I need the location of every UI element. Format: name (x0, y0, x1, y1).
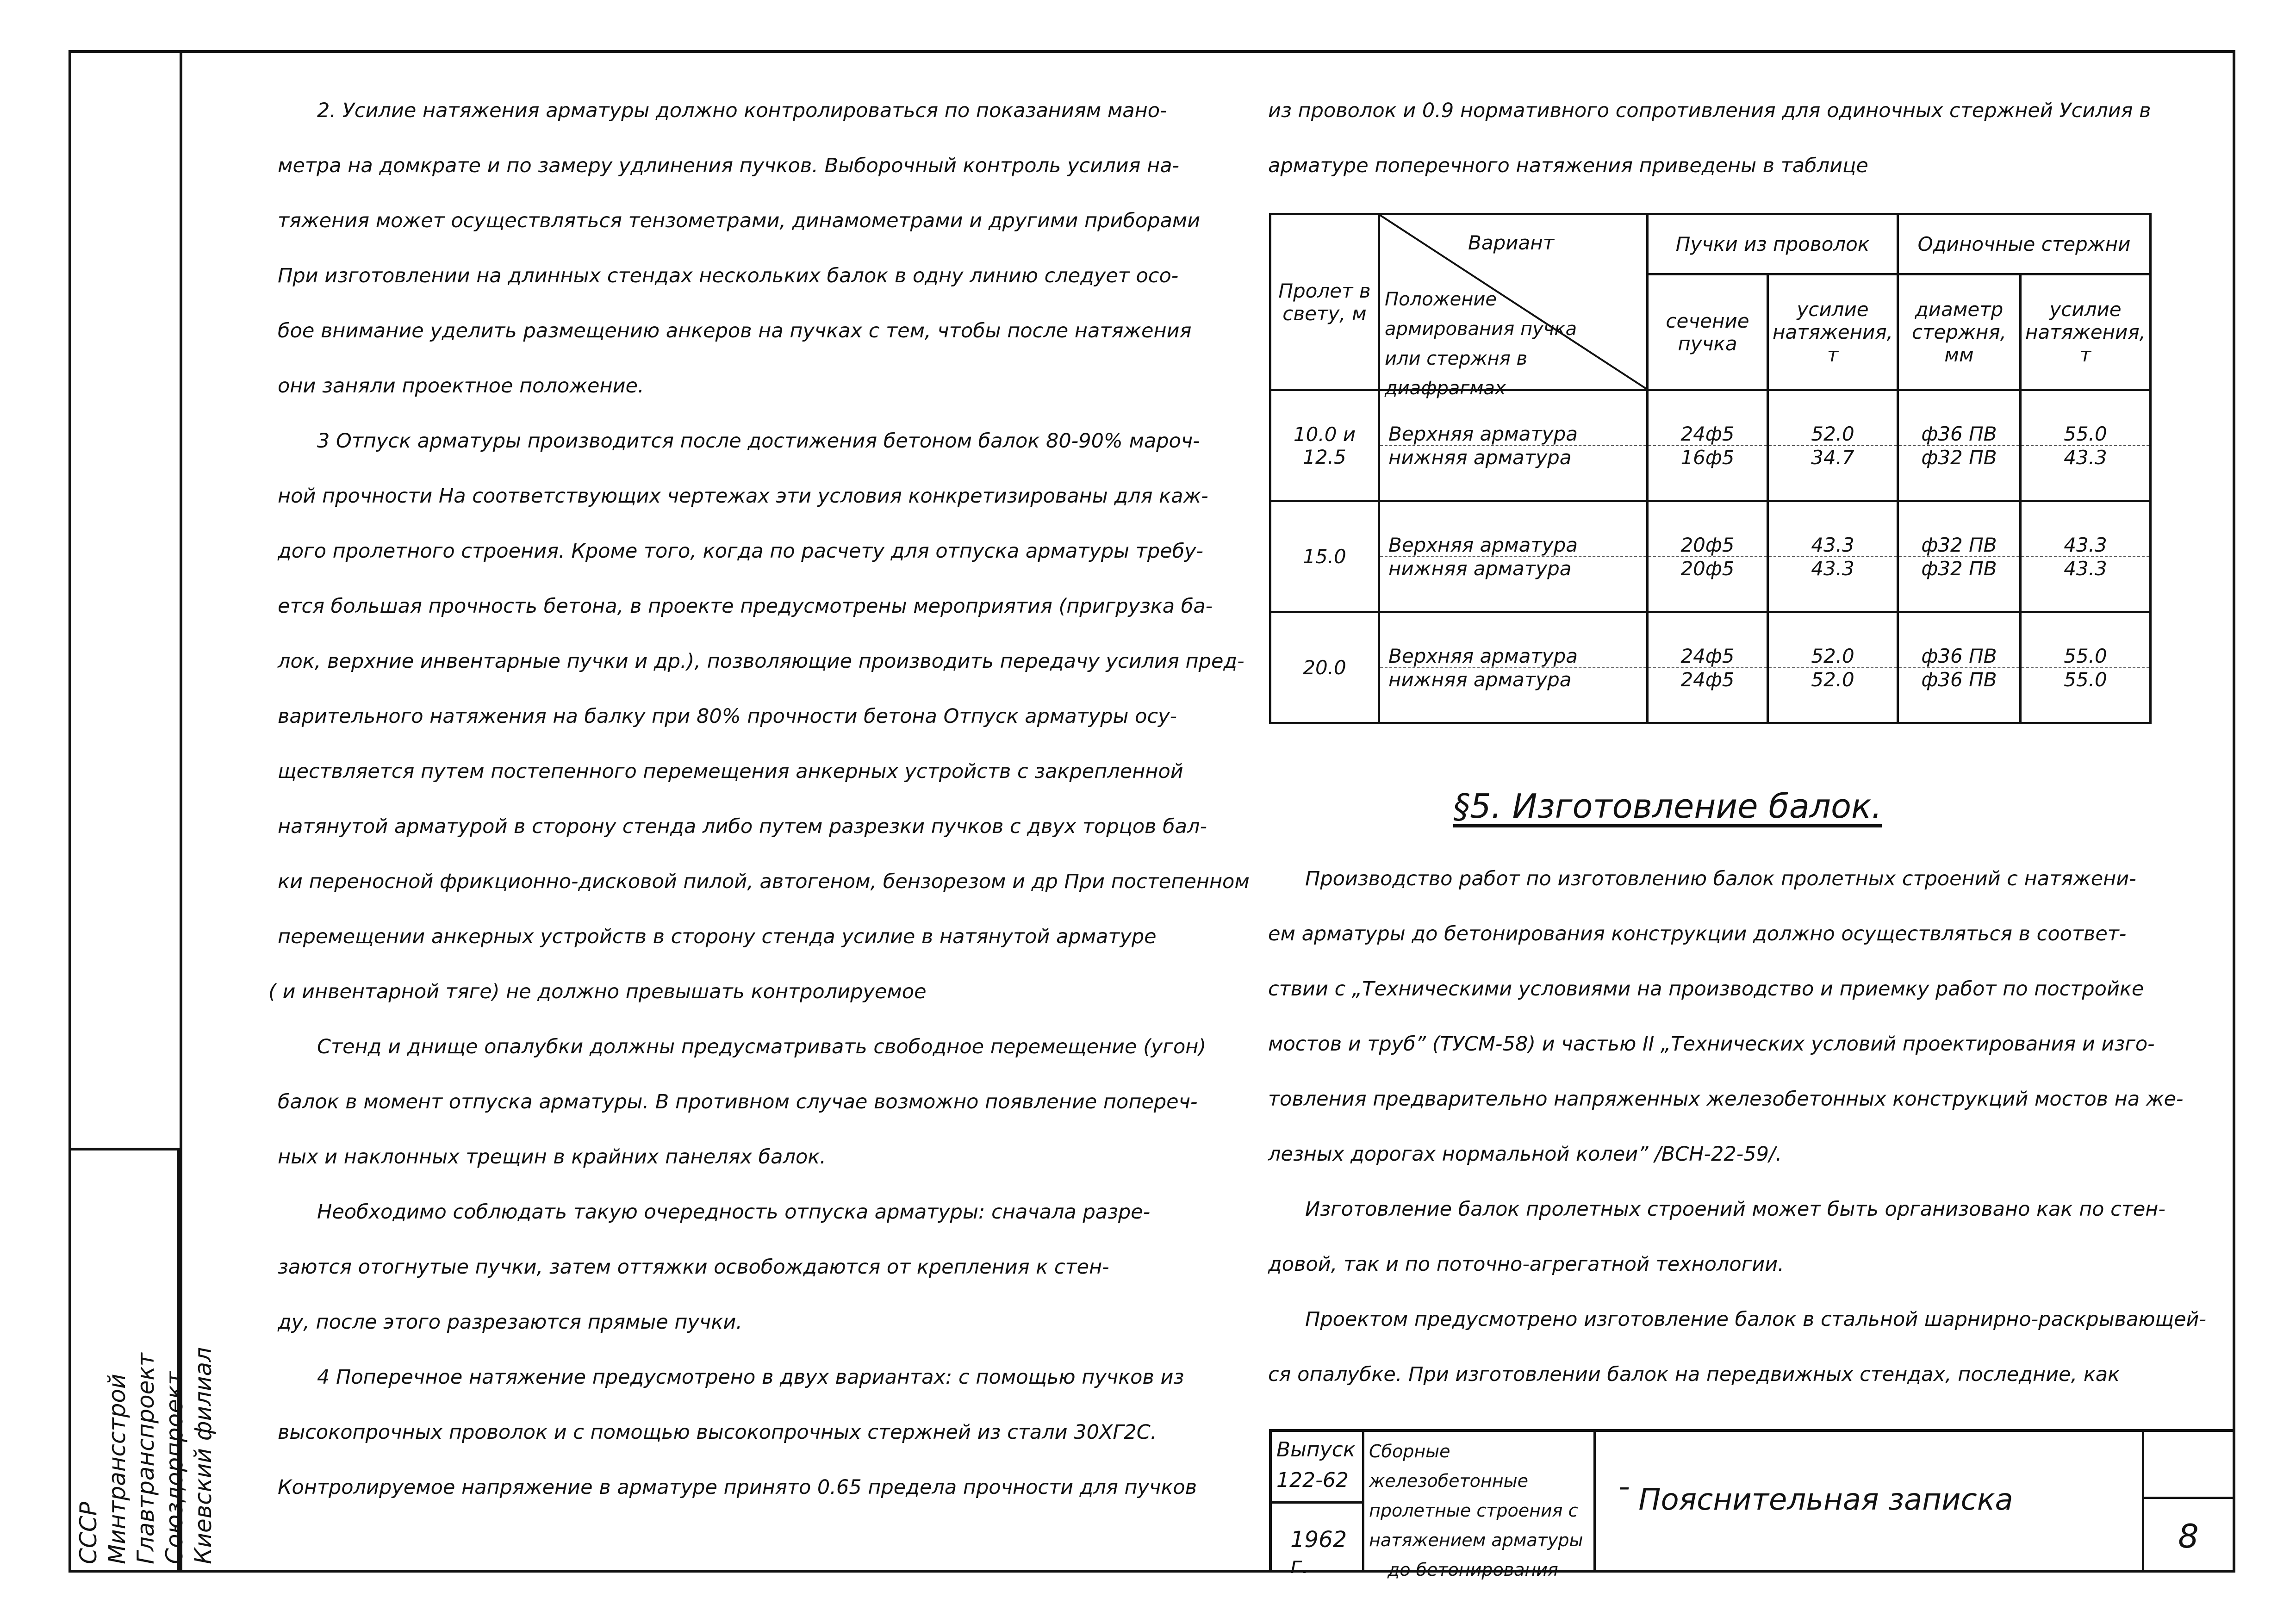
sheet-number: 8 (2178, 1517, 2199, 1555)
text-line: лезных дорогах нормальной колеи” /ВСН-22-59/. (1268, 1143, 1782, 1166)
title-block (1269, 1429, 2235, 1580)
rod-force-top: 55.0 (2064, 644, 2107, 667)
right-intro (1268, 83, 2175, 193)
section-top: 20ф5 (1680, 533, 1735, 556)
section-bottom: 20ф5 (1649, 556, 1767, 580)
rod-force-bottom: 43.3 (2022, 445, 2149, 469)
rod-force-top: 55.0 (2064, 422, 2107, 445)
series-line: пролетные строения с (1369, 1500, 1578, 1521)
text-line: мостов и труб” (ТУСМ-58) и частью II „Технических условий проектирования и изго- (1268, 1032, 2155, 1056)
rod-force-top: 43.3 (2064, 533, 2107, 556)
org-line: Киевский филиал (190, 1347, 217, 1564)
text-line: При изготовлении на длинных стендах нескольких балок в одну линию следует осо- (278, 264, 1179, 287)
text-line: Проектом предусмотрено изготовление балок в стальной шарнирно-раскрывающей- (1305, 1308, 2206, 1331)
text-line: 3 Отпуск арматуры производится после достижения бетоном балок 80-90% марoч- (317, 429, 1200, 453)
issue-cell (1272, 1432, 1364, 1504)
text-line: заются отогнутые пучки, затем оттяжки освобождаются от крепления к стен- (278, 1256, 1109, 1279)
diameter-bottom: ф36 ПВ (1899, 667, 2019, 691)
year: 1962 г. (1290, 1527, 1347, 1579)
section-top: 24ф5 (1680, 422, 1735, 445)
header-diameter: диаметр стержня, мм (1898, 274, 2020, 390)
title-cell (1596, 1432, 2144, 1570)
table-row (1270, 612, 2151, 723)
rod-force-bottom: 55.0 (2022, 667, 2149, 691)
span-cell: 15.0 (1270, 501, 1379, 612)
force-bottom: 52.0 (1769, 667, 1897, 691)
section-top: 24ф5 (1680, 644, 1735, 667)
text-line: Стенд и днище опалубки должны предусматривать свободное перемещение (угон) (317, 1035, 1207, 1058)
section-heading: §5. Изготовление балок. (1453, 787, 1882, 826)
header-section: сечение пучка (1648, 274, 1768, 390)
header-rods: Одиночные стержни (1898, 214, 2150, 274)
text-line: натянутой арматурой в сторону стенда либо путем разрезки пучков с двух торцов бал- (278, 815, 1207, 838)
sheet-cell-top (2144, 1432, 2233, 1499)
series-line: натяжением арматуры (1369, 1530, 1583, 1550)
text-line: тяжения может осуществляться тензометрами, динамометрами и другими приборами (278, 209, 1201, 232)
text-line: высокопрочных проволок и с помощью высокопрочных стержней из стали 30ХГ2С. (278, 1421, 1157, 1444)
text-line: из проволок и 0.9 нормативного сопротивления для одиночных стержней Усилия в (1268, 99, 2151, 122)
diameter-bottom: ф32 ПВ (1899, 556, 2019, 580)
section-bottom: 24ф5 (1649, 667, 1767, 691)
table-row (1270, 501, 2151, 612)
text-line: ки переносной фрикционно-дисковой пилой, автогеном, бензорезом и др При постепенном (278, 870, 1250, 893)
force-top: 52.0 (1811, 422, 1854, 445)
right-text-column (1268, 852, 2206, 1402)
table-row (1270, 390, 2151, 501)
issue-number: 122-62 (1276, 1468, 1349, 1492)
org-line: Минтрансстрой (104, 1374, 131, 1564)
text-line: Необходимо соблюдать такую очередность отпуска арматуры: сначала разре- (317, 1200, 1151, 1224)
position-label: Положение армирования пучка или стержня в диафрагмах (1385, 289, 1577, 399)
organization-names (74, 1347, 218, 1564)
year-cell (1272, 1504, 1364, 1579)
header-force-bundles: усилие натяжения, т (1768, 274, 1898, 390)
text-line: ем арматуры до бетонирования конструкции должно осуществляться в соответ- (1268, 922, 2127, 945)
diameter-top: ф36 ПВ (1921, 422, 1997, 445)
series-line: Сборные железобетонные (1369, 1441, 1529, 1491)
text-line: ся опалубке. При изготовлении балок на передвижных стендах, последние, как (1268, 1363, 2120, 1386)
header-bundles: Пучки из проволок (1648, 214, 1898, 274)
org-line: Союздорпроект (161, 1371, 188, 1564)
header-force-rods: усилие натяжения, т (2020, 274, 2150, 390)
force-top: 43.3 (1811, 533, 1854, 556)
text-line: довой, так и по поточно-агрегатной технологии. (1268, 1253, 1784, 1276)
dash-mark: ˉ (1614, 1483, 1639, 1517)
binding-margin-line (180, 50, 182, 1573)
text-line: ( и инвентарной тяге) не должно превышать контролируемое (268, 980, 927, 1003)
issue-label: Выпуск (1276, 1438, 1356, 1461)
text-line: Изготовление балок пролетных строений может быть организовано как по стен- (1305, 1198, 2165, 1221)
text-line: Производство работ по изготовлению балок пролетных строений с натяжени- (1305, 867, 2136, 890)
text-line: перемещении анкерных устройств в сторону стенда усилие в натянутой арматуре (278, 925, 1157, 948)
left-text-column (268, 83, 1250, 1515)
series-line: до бетонирования (1388, 1560, 1558, 1580)
position-bottom: нижняя арматура (1380, 667, 1646, 691)
position-top: Верхняя арматура (1388, 422, 1578, 445)
text-line: лок, верхние инвентарные пучки и др.), позволяющие производить передачу усилия пред- (278, 650, 1244, 673)
section-bottom: 16ф5 (1649, 445, 1767, 469)
position-top: Верхняя арматура (1388, 644, 1578, 667)
force-top: 52.0 (1811, 644, 1854, 667)
diameter-bottom: ф32 ПВ (1899, 445, 2019, 469)
text-line: метра на домкрате и по замеру удлинения пучков. Выборочный контроль усилия на- (278, 154, 1180, 177)
text-line: 4 Поперечное натяжение предусмотрено в двух вариантах: с помощью пучков из (317, 1366, 1184, 1389)
text-line: дого пролетного строения. Кроме того, когда по расчету для отпуска арматуры требу- (278, 540, 1204, 563)
text-line: Контролируемое напряжение в арматуре принято 0.65 предела прочности для пучков (278, 1476, 1197, 1499)
series-cell (1364, 1432, 1596, 1580)
text-line: товления предварительно напряженных железобетонных конструкций мостов на же- (1268, 1088, 2184, 1111)
org-line: СССР (75, 1502, 102, 1564)
document-title: Пояснительная записка (1638, 1483, 2013, 1517)
text-line: 2. Усилие натяжения арматуры должно контролироваться по показаниям мано- (317, 99, 1167, 122)
variant-label: Вариант (1468, 231, 1555, 254)
text-line: ной прочности На соответствующих чертежах эти условия конкретизированы для каж- (278, 485, 1208, 508)
text-line: бое внимание уделить размещению анкеров на пучках с тем, чтобы после натяжения (278, 319, 1192, 342)
text-line: балок в момент отпуска арматуры. В противном случае возможно появление попереч- (278, 1090, 1198, 1113)
text-line: арматуре поперечного натяжения приведены в таблице (1268, 154, 1868, 177)
tension-forces-table (1269, 213, 2152, 724)
sheet-cell (2144, 1499, 2233, 1570)
header-span: Пролет в свету, м (1270, 214, 1379, 390)
text-line: они заняли проектное положение. (278, 374, 644, 398)
rod-force-bottom: 43.3 (2022, 556, 2149, 580)
text-line: ется большая прочность бетона, в проекте предусмотрены мероприятия (пригрузка ба- (278, 595, 1213, 618)
org-line: Главтранспроект (132, 1353, 159, 1564)
force-bottom: 43.3 (1769, 556, 1897, 580)
force-bottom: 34.7 (1769, 445, 1897, 469)
span-cell: 20.0 (1270, 612, 1379, 723)
span-cell: 10.0 и 12.5 (1270, 390, 1379, 501)
position-bottom: нижняя арматура (1380, 556, 1646, 580)
text-line: ных и наклонных трещин в крайних панелях балок. (278, 1145, 826, 1169)
diameter-top: ф36 ПВ (1921, 644, 1997, 667)
text-line: ствии с „Техническими условиями на производство и приемку работ по постройке (1268, 977, 2144, 1001)
text-line: ду, после этого разрезаются прямые пучки. (278, 1311, 742, 1334)
position-bottom: нижняя арматура (1380, 445, 1646, 469)
text-line: варительного натяжения на балку при 80% прочности бетона Отпуск арматуры осу- (278, 705, 1177, 728)
position-top: Верхняя арматура (1388, 533, 1578, 556)
diameter-top: ф32 ПВ (1921, 533, 1997, 556)
text-line: ществляется путем постепенного перемещения анкерных устройств с закрепленной (278, 760, 1183, 783)
header-variant (1379, 214, 1648, 399)
